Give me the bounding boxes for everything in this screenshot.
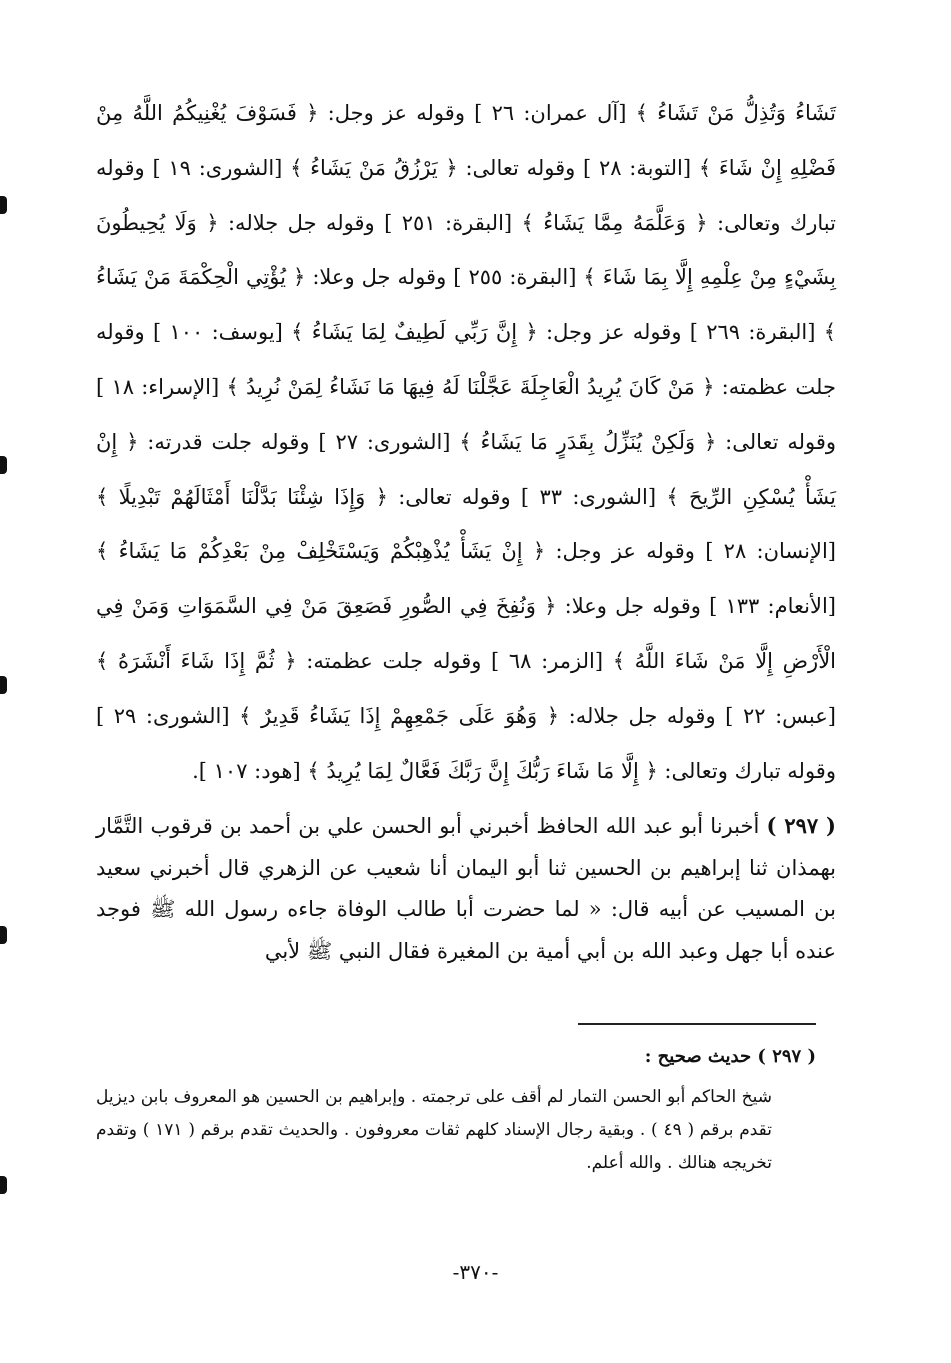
margin-mark bbox=[0, 1176, 7, 1194]
main-text-block bbox=[96, 86, 836, 798]
footnote-block bbox=[96, 1040, 816, 1180]
margin-mark bbox=[0, 926, 7, 944]
page-number: -٣٧٠- bbox=[452, 1260, 499, 1284]
margin-mark bbox=[0, 456, 7, 474]
margin-mark bbox=[0, 676, 7, 694]
footnote-heading: ( ٢٩٧ ) حديث صحيح : bbox=[644, 1046, 816, 1067]
footnote-body: شيخ الحاكم أبو الحسن التمار لم أقف على ترجمته . وإبراهيم بن الحسين هو المعروف بابن ديزيل تقدم برقم ( ٤٩ ) . وبقية رجال الإسناد كلهم ثقات معروفون . والحديث تقدم برقم ( ١٧١ ) وتقدم تخريجه هنالك . والله أعلم. bbox=[96, 1087, 772, 1173]
hadith-paragraph bbox=[96, 805, 836, 972]
main-paragraph: تَشَاءُ وَتُذِلُّ مَنْ تَشَاءُ ﴾ [آل عمران: ٢٦ ] وقوله عز وجل: ﴿ فَسَوْفَ يُغْنِيكُمُ اللَّهُ مِنْ فَضْلِهِ إِنْ شَاءَ ﴾ [التوبة: ٢٨ ] وقوله تعالى: ﴿ يَرْزُقُ مَنْ يَشَاءُ ﴾ [الشورى: ١٩ ] وقوله تبارك وتعالى: ﴿ وَعَلَّمَهُ مِمَّا يَشَاءُ ﴾ [البقرة: ٢٥١ ] وقوله جل جلاله: ﴿ وَلَا يُحِيطُونَ بِشَيْءٍ مِنْ عِلْمِهِ إِلَّا بِمَا شَاءَ ﴾ [البقرة: ٢٥٥ ] وقوله جل وعلا: ﴿ يُؤْتِي الْحِكْمَةَ مَنْ يَشَاءُ ﴾ [البقرة: ٢٦٩ ] وقوله عز وجل: ﴿ إِنَّ رَبِّي لَطِيفٌ لِمَا يَشَاءُ ﴾ [يوسف: ١٠٠ ] وقوله جلت عظمته: ﴿ مَنْ كَانَ يُرِيدُ الْعَاجِلَةَ عَجَّلْنَا لَهُ فِيهَا مَا نَشَاءُ لِمَنْ نُرِيدُ ﴾ [الإسراء: ١٨ ] وقوله تعالى: ﴿ وَلَكِنْ يُنَزِّلُ بِقَدَرٍ مَا يَشَاءُ ﴾ [الشورى: ٢٧ ] وقوله جلت قدرته: ﴿ إِنْ يَشَأْ يُسْكِنِ الرِّيحَ ﴾ [الشورى: ٣٣ ] وقوله تعالى: ﴿ وَإِذَا شِئْنَا بَدَّلْنَا أَمْثَالَهُمْ تَبْدِيلًا ﴾ [الإنسان: ٢٨ ] وقوله عز وجل: ﴿ إِنْ يَشَأْ يُذْهِبْكُمْ وَيَسْتَخْلِفْ مِنْ بَعْدِكُمْ مَا يَشَاءُ ﴾ [الأنعام: ١٣٣ ] وقوله جل وعلا: ﴿ وَنُفِخَ فِي الصُّورِ فَصَعِقَ مَنْ فِي السَّمَوَاتِ وَمَنْ فِي الْأَرْضِ إِلَّا مَنْ شَاءَ اللَّهُ ﴾ [الزمر: ٦٨ ] وقوله جلت عظمته: ﴿ ثُمَّ إِذَا شَاءَ أَنْشَرَهُ ﴾ [عبس: ٢٢ ] وقوله جل جلاله: ﴿ وَهُوَ عَلَى جَمْعِهِمْ إِذَا يَشَاءُ قَدِيرٌ ﴾ [الشورى: ٢٩ ] وقوله تبارك وتعالى: ﴿ إِلَّا مَا شَاءَ رَبُّكَ إِنَّ رَبَّكَ فَعَّالٌ لِمَا يُرِيدُ ﴾ [هود: ١٠٧ ]. bbox=[96, 101, 837, 783]
footnote-divider bbox=[578, 1023, 816, 1025]
hadith-block bbox=[96, 805, 836, 972]
hadith-number: ( ٢٩٧ ) bbox=[766, 813, 836, 838]
margin-mark bbox=[0, 196, 7, 214]
hadith-text: أخبرنا أبو عبد الله الحافظ أخبرني أبو الحسن علي بن أحمد بن قرقوب التَّمَّار بهمذان ثنا إبراهيم بن الحسين ثنا أبو اليمان أنا شعيب عن الزهري قال أخبرني سعيد بن المسيب عن أبيه قال: « لما حضرت أبا طالب الوفاة جاءه رسول الله ﷺ فوجد عنده أبا جهل وعبد الله بن أبي أمية بن المغيرة فقال النبي ﷺ لأبي bbox=[96, 814, 836, 963]
